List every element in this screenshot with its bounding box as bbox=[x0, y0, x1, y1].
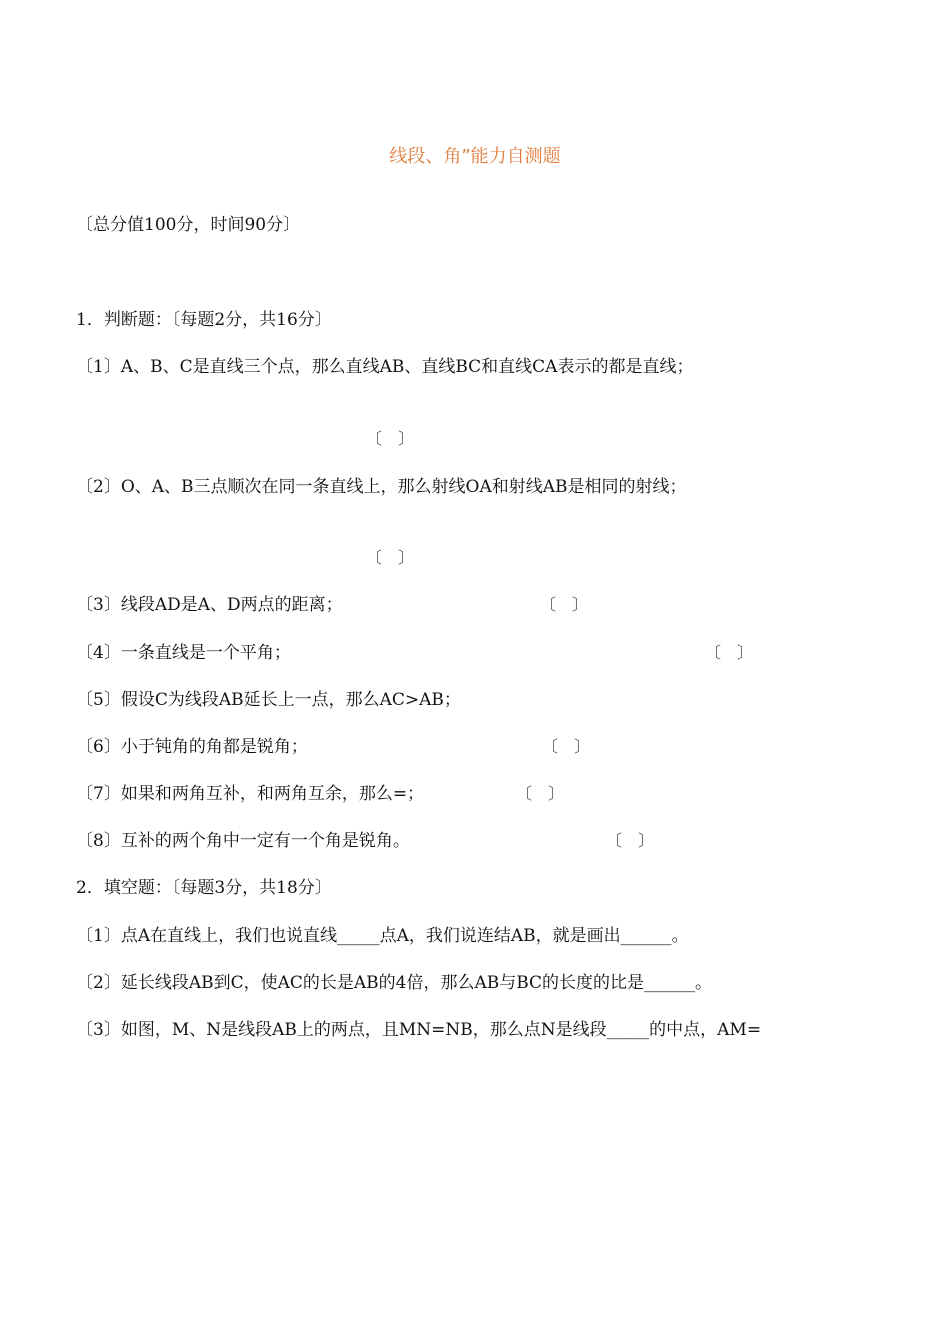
answer-bracket-1-6[interactable]: 〔 〕 bbox=[542, 737, 591, 756]
question-1-4: 〔4〕一条直线是一个平角； bbox=[76, 643, 291, 663]
answer-bracket-1-1[interactable]: 〔 〕 bbox=[366, 429, 415, 448]
question-1-8: 〔8〕互补的两个角中一定有一个角是锐角。 bbox=[76, 831, 410, 851]
answer-bracket-1-7[interactable]: 〔 〕 bbox=[516, 784, 565, 803]
question-1-6: 〔6〕小于钝角的角都是锐角； bbox=[76, 737, 308, 757]
question-1-1: 〔1〕A、B、C是直线三个点，那么直线AB、直线BC和直线CA表示的都是直线； bbox=[76, 357, 694, 377]
question-1-5: 〔5〕假设C为线段AB延长上一点，那么AC>AB； bbox=[76, 690, 461, 710]
score-time-info: 〔总分值100分，时间90分〕 bbox=[76, 215, 301, 235]
question-1-3: 〔3〕线段AD是A、D两点的距离； bbox=[76, 595, 343, 615]
question-1-2: 〔2〕O、A、B三点顺次在同一条直线上，那么射线OA和射线AB是相同的射线； bbox=[76, 477, 687, 497]
question-1-7: 〔7〕如果和两角互补，和两角互余，那么=； bbox=[76, 784, 425, 804]
page-title: 线段、角”能力自测题 bbox=[389, 146, 561, 167]
answer-bracket-1-2[interactable]: 〔 〕 bbox=[366, 548, 415, 567]
answer-bracket-1-3[interactable]: 〔 〕 bbox=[540, 595, 589, 614]
question-2-3: 〔3〕如图，M、N是线段AB上的两点，且MN=NB，那么点N是线段_____的中点，AM= bbox=[76, 1020, 762, 1040]
question-2-1: 〔1〕点A在直线上，我们也说直线_____点A，我们说连结AB，就是画出______。 bbox=[76, 926, 689, 946]
answer-bracket-1-8[interactable]: 〔 〕 bbox=[606, 831, 655, 850]
question-2-2: 〔2〕延长线段AB到C，使AC的长是AB的4倍，那么AB与BC的长度的比是______。 bbox=[76, 973, 713, 993]
section2-heading: 2．填空题：〔每题3分，共18分〕 bbox=[76, 878, 332, 898]
answer-bracket-1-4[interactable]: 〔 〕 bbox=[705, 643, 754, 662]
section1-heading: 1．判断题：〔每题2分，共16分〕 bbox=[76, 310, 332, 330]
